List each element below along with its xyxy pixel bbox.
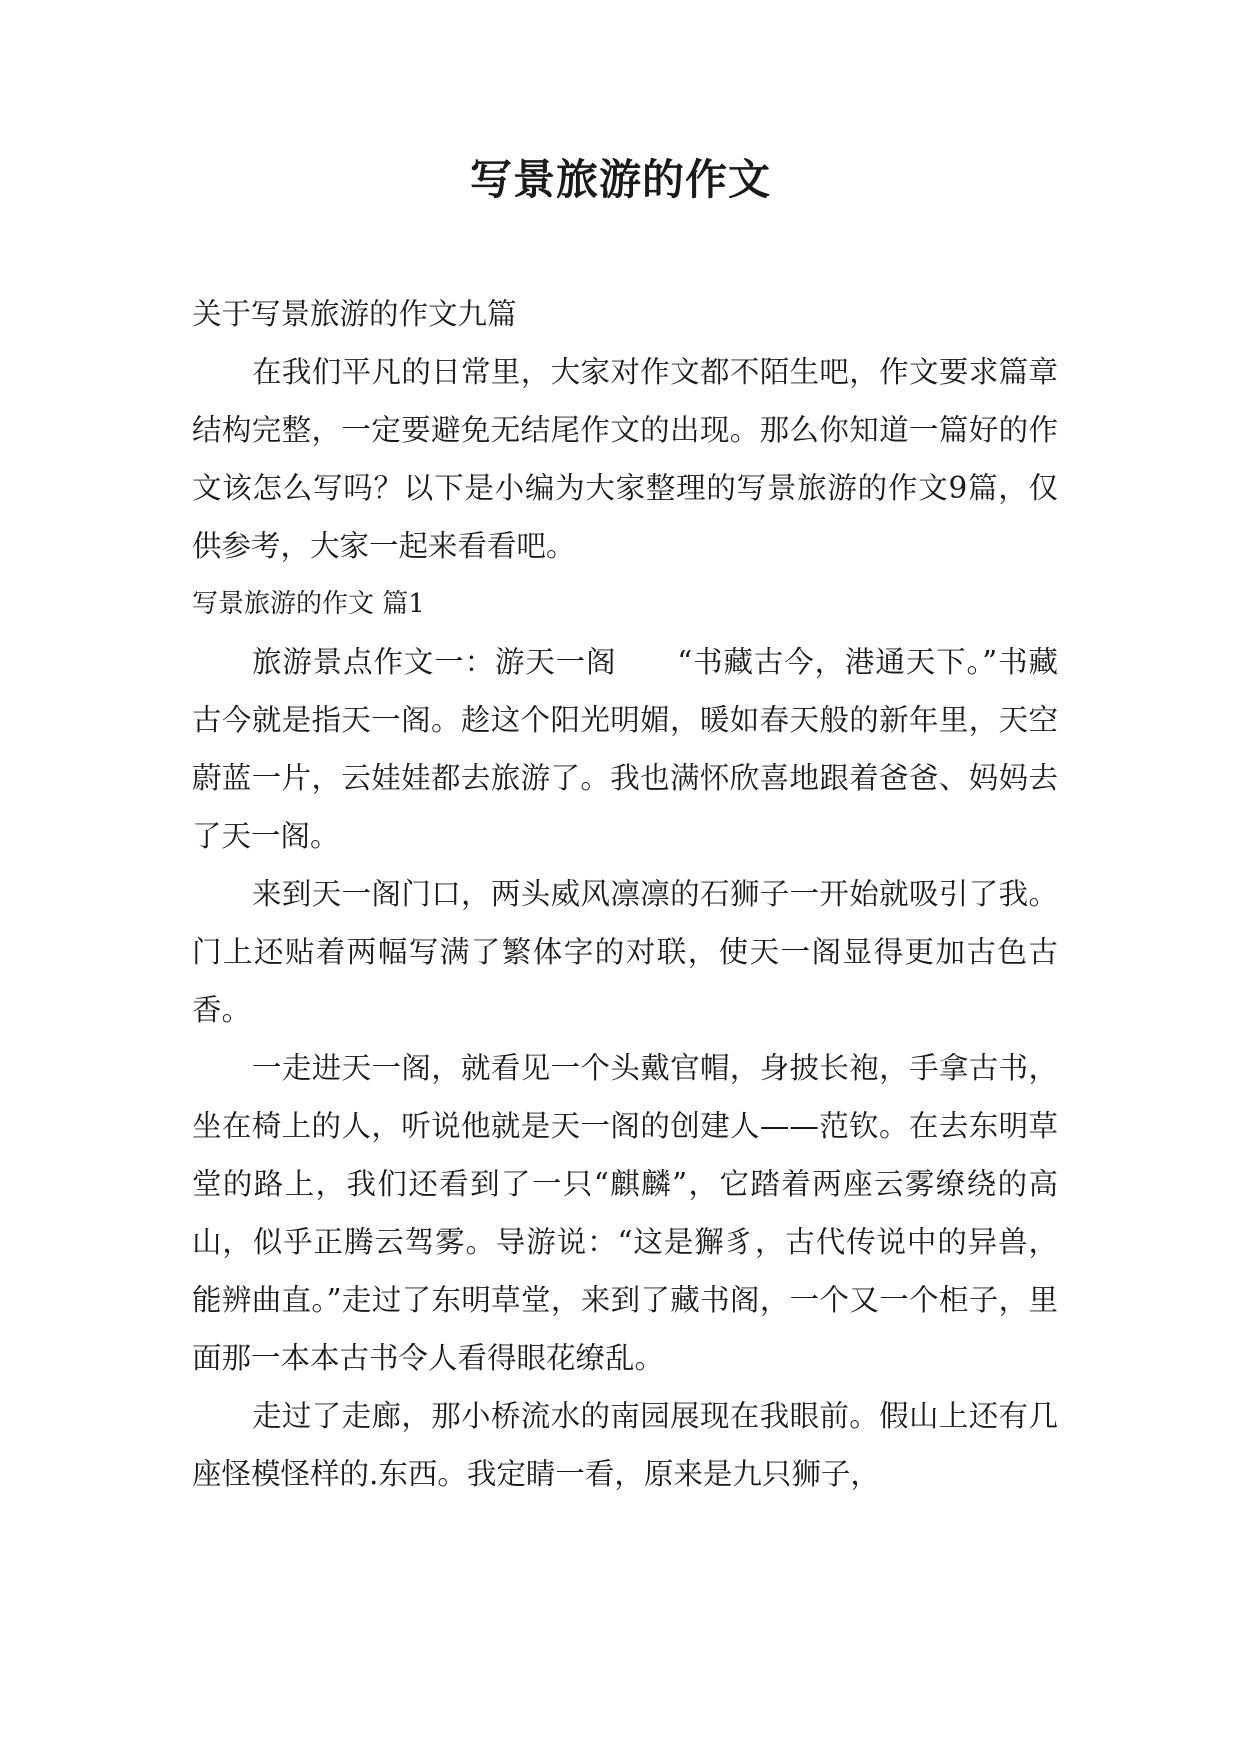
body-paragraph: 来到天一阁门口，两头威风凛凛的石狮子一开始就吸引了我。门上还贴着两幅写满了繁体字的对联，使天一阁显得更加古色古香。 (192, 877, 1058, 1027)
document-subtitle: 关于写景旅游的作文九篇 (192, 297, 517, 331)
intro-paragraph: 在我们平凡的日常里，大家对作文都不陌生吧，作文要求篇章结构完整，一定要避免无结尾作文的出现。那么你知道一篇好的作文该怎么写吗？以下是小编为大家整理的写景旅游的作文9篇，仅供参考，大家一起来看看吧。 (192, 355, 1058, 563)
section-heading: 写景旅游的作文 篇1 (192, 589, 425, 619)
body-paragraph: 旅游景点作文一：游天一阁 “书藏古今，港通天下。”书藏古今就是指天一阁。趁这个阳光明媚，暖如春天般的新年里，天空蔚蓝一片，云娃娃都去旅游了。我也满怀欣喜地跟着爸爸、妈妈去了天一阁。 (192, 645, 1058, 853)
document-title: 写景旅游的作文 (469, 155, 771, 204)
body-paragraph: 走过了走廊，那小桥流水的南园展现在我眼前。假山上还有几座怪模怪样的.东西。我定睛一看，原来是九只狮子， (192, 1399, 1058, 1491)
body-paragraph: 一走进天一阁，就看见一个头戴官帽，身披长袍，手拿古书，坐在椅上的人，听说他就是天一阁的创建人——范钦。在去东明草堂的路上，我们还看到了一只“麒麟”，它踏着两座云雾缭绕的高山，似乎正腾云驾雾。导游说：“这是獬豸，古代传说中的异兽，能辨曲直。”走过了东明草堂，来到了藏书阁，一个又一个柜子，里面那一本本古书令人看得眼花缭乱。 (192, 1051, 1058, 1375)
document-body (192, 285, 1058, 1503)
